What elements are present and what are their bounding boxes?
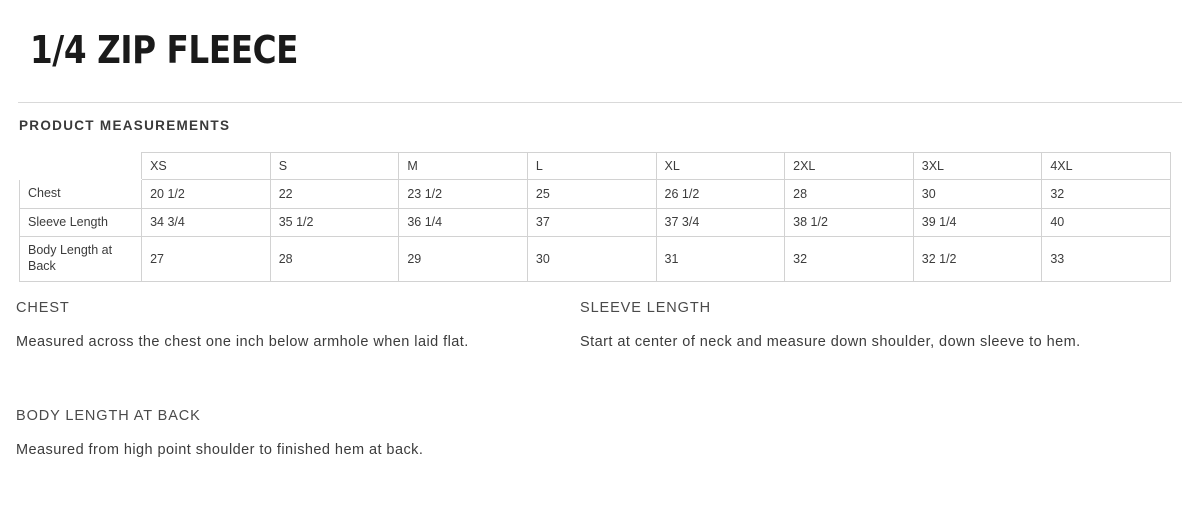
header-divider [18,102,1182,103]
cell-chest-xl: 26 1/2 [656,180,785,209]
measurements-table-wrapper [19,152,1171,282]
cell-sleeve-l: 37 [527,208,656,237]
column-header-m: M [399,153,528,180]
note-title-body-length-at-back: BODY LENGTH AT BACK [16,408,201,424]
cell-sleeve-s: 35 1/2 [270,208,399,237]
cell-chest-l: 25 [527,180,656,209]
note-title-chest: CHEST [16,300,70,316]
cell-bodylength-l: 30 [527,237,656,281]
cell-sleeve-xs: 34 3/4 [142,208,271,237]
table-header-row [20,153,1171,180]
row-label-sleeve-length: Sleeve Length [20,208,142,237]
note-chest [16,300,536,354]
note-sleeve-length [580,300,1100,354]
table-row [20,180,1171,209]
page-title: 1/4 ZIP FLEECE [30,28,299,72]
cell-chest-xs: 20 1/2 [142,180,271,209]
column-header-s: S [270,153,399,180]
cell-chest-3xl: 30 [913,180,1042,209]
cell-bodylength-s: 28 [270,237,399,281]
cell-sleeve-m: 36 1/4 [399,208,528,237]
cell-bodylength-3xl: 32 1/2 [913,237,1042,281]
table-corner-cell [20,153,142,180]
cell-bodylength-xl: 31 [656,237,785,281]
note-title-sleeve-length: SLEEVE LENGTH [580,300,711,316]
cell-chest-s: 22 [270,180,399,209]
cell-sleeve-4xl: 40 [1042,208,1171,237]
table-row [20,208,1171,237]
cell-bodylength-m: 29 [399,237,528,281]
section-label-product-measurements: PRODUCT MEASUREMENTS [19,118,231,133]
cell-sleeve-2xl: 38 1/2 [785,208,914,237]
cell-bodylength-2xl: 32 [785,237,914,281]
column-header-xs: XS [142,153,271,180]
cell-sleeve-xl: 37 3/4 [656,208,785,237]
cell-bodylength-xs: 27 [142,237,271,281]
cell-sleeve-3xl: 39 1/4 [913,208,1042,237]
note-body-body-length-at-back: Measured from high point shoulder to finished hem at back. [16,442,424,458]
cell-chest-m: 23 1/2 [399,180,528,209]
table-row [20,237,1171,281]
column-header-2xl: 2XL [785,153,914,180]
cell-bodylength-4xl: 33 [1042,237,1171,281]
column-header-l: L [527,153,656,180]
cell-chest-4xl: 32 [1042,180,1171,209]
column-header-xl: XL [656,153,785,180]
column-header-4xl: 4XL [1042,153,1171,180]
note-body-chest: Measured across the chest one inch below armhole when laid flat. [16,334,469,350]
row-label-chest: Chest [20,180,142,209]
note-body-sleeve-length: Start at center of neck and measure down shoulder, down sleeve to hem. [580,334,1081,350]
row-label-body-length-at-back: Body Length at Back [20,237,142,281]
cell-chest-2xl: 28 [785,180,914,209]
measurements-table [19,152,1171,282]
column-header-3xl: 3XL [913,153,1042,180]
note-body-length-at-back [16,408,576,462]
